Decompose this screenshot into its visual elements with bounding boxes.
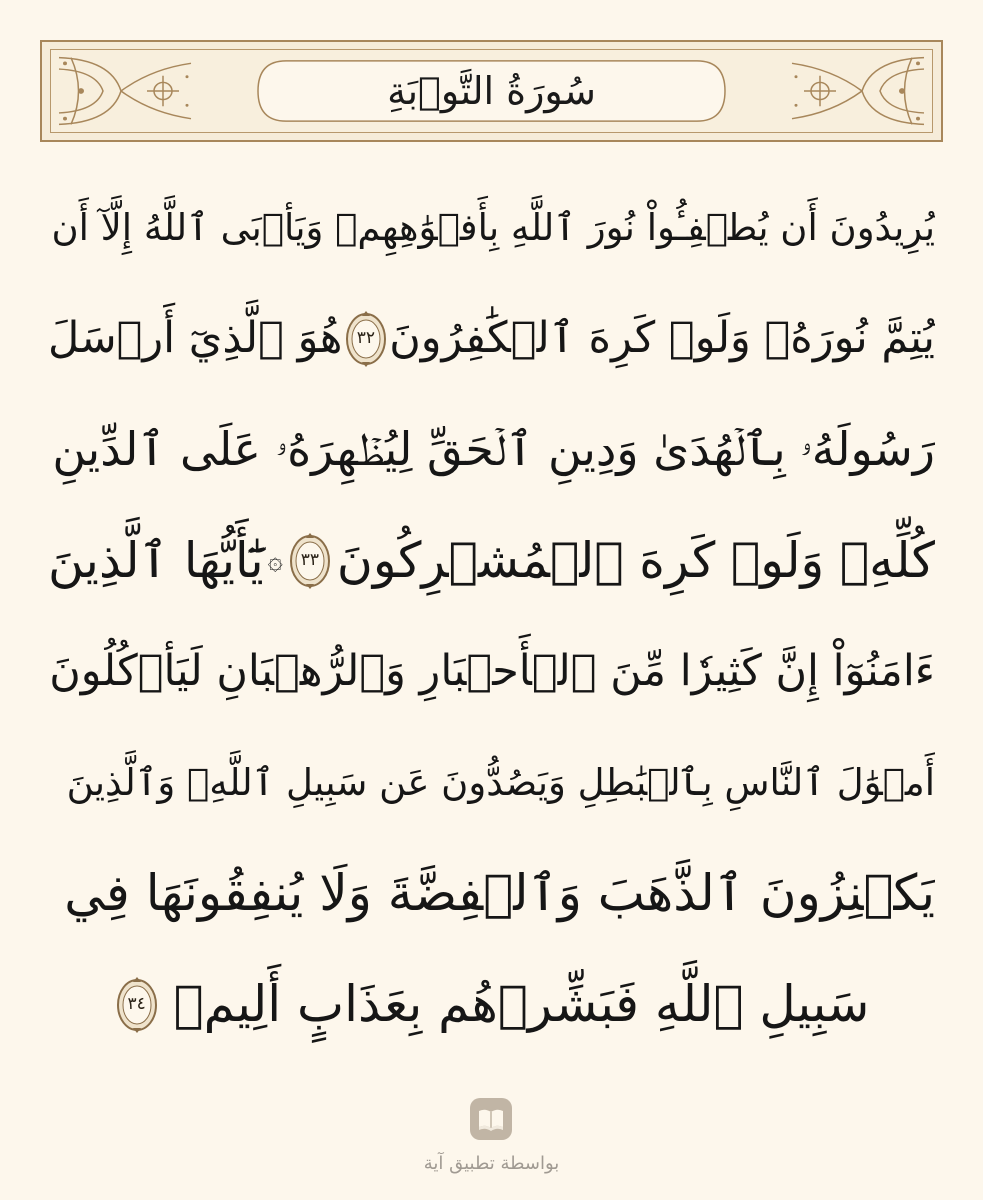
verse-line-8	[48, 949, 935, 1060]
verse-line-4	[48, 505, 935, 616]
surah-title: سُورَةُ التَّوۡبَةِ	[387, 69, 596, 113]
verse-text: يُرِيدُونَ أَن يُطۡفِـُٔواْ نُورَ ٱللَّهِ بِأَفۡوَٰهِهِمۡ وَيَأۡبَى ٱللَّهُ إِلَّآ أَن	[51, 206, 935, 249]
verse-text: ءَامَنُوٓاْ إِنَّ كَثِيرٗا مِّنَ ٱلۡأَحۡبَارِ وَٱلرُّهۡبَانِ لَيَأۡكُلُونَ	[49, 646, 935, 696]
ayah-marker-32	[343, 310, 389, 368]
aya-app-logo[interactable]	[470, 1098, 512, 1140]
verse-line-1	[48, 172, 935, 283]
surah-header-inner-border	[50, 49, 933, 133]
verse-text: يَٰٓأَيُّهَا ٱلَّذِينَ	[48, 532, 264, 589]
verse-text: سَبِيلِ ٱللَّهِ فَبَشِّرۡهُم بِعَذَابٍ أَلِيمٖ	[173, 975, 870, 1033]
ayah-marker-33	[287, 532, 333, 590]
hizb-mark-icon: ۞	[267, 545, 283, 576]
right-arabesque-ornament	[782, 50, 932, 132]
verse-text: هُوَ ٱلَّذِيٓ أَرۡسَلَ	[48, 313, 343, 363]
surah-title-cartouche	[256, 59, 727, 123]
surah-header-frame	[40, 40, 943, 142]
verse-line-6	[48, 727, 935, 838]
verse-text: يَكۡنِزُونَ ٱلذَّهَبَ وَٱلۡفِضَّةَ وَلَا يُنفِقُونَهَا فِي	[64, 864, 935, 922]
verse-text: كُلِّهِۦ وَلَوۡ كَرِهَ ٱلۡمُشۡرِكُونَ	[336, 532, 935, 589]
verse-line-5	[48, 616, 935, 727]
verse-line-2	[48, 283, 935, 394]
ayah-number: ٣٤	[127, 994, 146, 1014]
verse-text: أَمۡوَٰلَ ٱلنَّاسِ بِٱلۡبَٰطِلِ وَيَصُدُّونَ عَن سَبِيلِ ٱللَّهِۗ وَٱلَّذِينَ	[66, 761, 935, 804]
verse-line-3	[48, 394, 935, 505]
ayah-marker-34	[114, 976, 160, 1034]
quran-page-text	[48, 172, 935, 1060]
verse-text: رَسُولَهُۥ بِٱلۡهُدَىٰ وَدِينِ ٱلۡحَقِّ لِيُظۡهِرَهُۥ عَلَى ٱلدِّينِ	[52, 422, 935, 476]
ayah-number: ٣٣	[300, 550, 319, 570]
verse-text: يُتِمَّ نُورَهُۥ وَلَوۡ كَرِهَ ٱلۡكَٰفِرُونَ	[389, 313, 935, 363]
open-book-icon	[477, 1107, 505, 1131]
ayah-number: ٣٢	[356, 328, 375, 348]
left-arabesque-ornament	[51, 50, 201, 132]
app-credit-text: بواسطة تطبيق آية	[423, 1153, 560, 1174]
verse-line-7	[48, 838, 935, 949]
